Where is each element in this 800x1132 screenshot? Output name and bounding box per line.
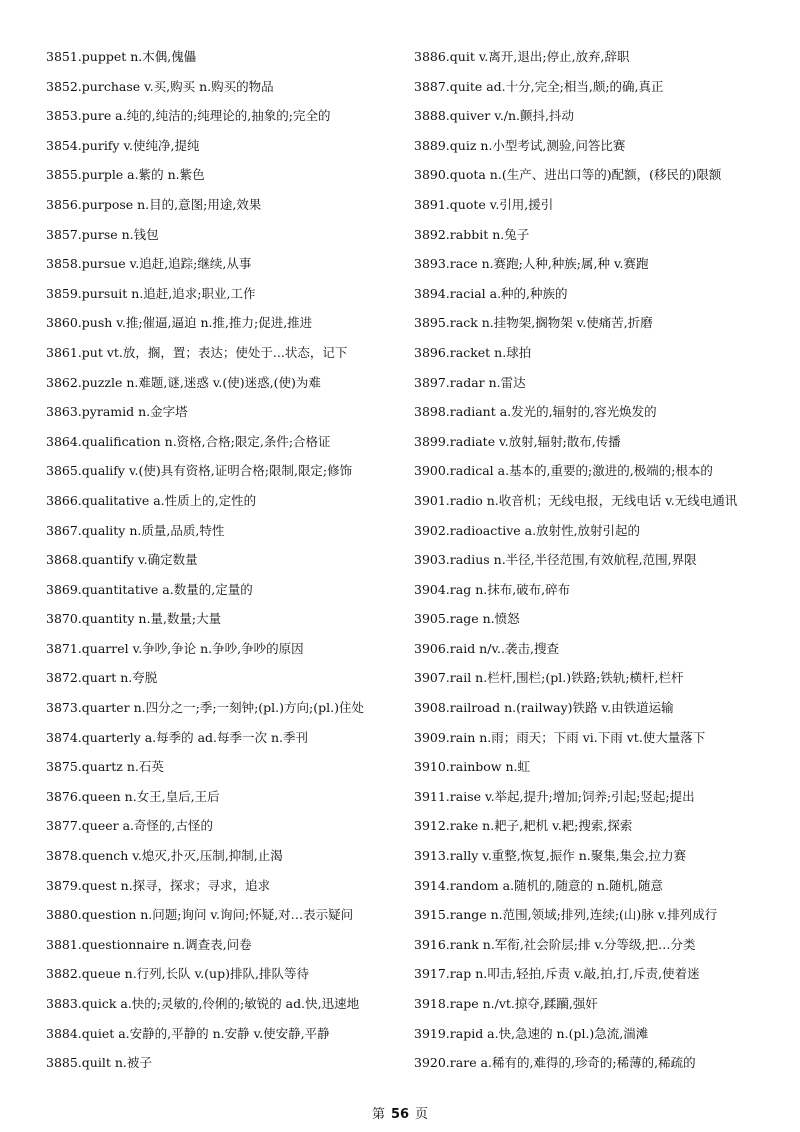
- vocab-entry: 3857.purse n.钱包: [46, 226, 159, 242]
- vocab-entry: 3890.quota n.(生产、进出口等的)配额，(移民的)限额: [414, 167, 722, 183]
- vocab-entry: 3871.quarrel v.争吵,争论 n.争吵,争吵的原因: [46, 640, 304, 656]
- vocab-entry: 3896.racket n.球拍: [414, 344, 532, 360]
- footer-suffix: 页: [415, 1107, 429, 1122]
- vocab-entry: 3905.rage n.愤怒: [414, 611, 520, 627]
- vocab-entry: 3916.rank n.军衔,社会阶层;排 v.分等级,把…分类: [414, 936, 696, 952]
- vocab-entry: 3859.pursuit n.追赶,追求;职业,工作: [46, 285, 256, 301]
- vocab-entry: 3877.queer a.奇怪的,古怪的: [46, 818, 213, 834]
- right-column: [414, 46, 764, 1082]
- vocab-entry: 3898.radiant a.发光的,辐射的,容光焕发的: [414, 404, 657, 420]
- vocab-entry: 3861.put vt.放，搁，置；表达；使处于...状态，记下: [46, 344, 348, 360]
- vocab-entry: 3856.purpose n.目的,意图;用途,效果: [46, 196, 262, 212]
- vocab-entry: 3889.quiz n.小型考试,测验,问答比赛: [414, 137, 626, 153]
- vocab-entry: 3893.race n.赛跑;人种,种族;属,种 v.赛跑: [414, 256, 649, 272]
- vocab-entry: 3855.purple a.紫的 n.紫色: [46, 167, 205, 183]
- vocab-entry: 3911.raise v.举起,提升;增加;饲养;引起;竖起;提出: [414, 788, 695, 804]
- vocab-entry: 3882.queue n.行列,长队 v.(up)排队,排队等待: [46, 966, 309, 982]
- vocab-entry: 3864.qualification n.资格,合格;限定,条件;合格证: [46, 433, 331, 449]
- vocab-entry: 3904.rag n.抹布,破布,碎布: [414, 581, 571, 597]
- vocab-entry: 3866.qualitative a.性质上的,定性的: [46, 492, 257, 508]
- vocab-entry: 3876.queen n.女王,皇后,王后: [46, 788, 220, 804]
- vocab-entry: 3851.puppet n.木偶,傀儡: [46, 49, 197, 64]
- vocab-entry: 3906.raid n/v..袭击,搜查: [414, 640, 559, 656]
- vocab-entry: 3894.racial a.种的,种族的: [414, 285, 568, 301]
- vocab-entry: 3909.rain n.雨；雨天；下雨 vi.下雨 vt.使大量落下: [414, 729, 706, 745]
- vocab-entry: 3918.rape n./vt.掠夺,蹂躏,强奸: [414, 996, 598, 1011]
- vocab-entry: 3868.quantify v.确定数量: [46, 552, 198, 568]
- vocab-entry: 3888.quiver v./n.颤抖,抖动: [414, 108, 575, 124]
- vocab-entry: 3902.radioactive a.放射性,放射引起的: [414, 522, 641, 538]
- vocab-entry: 3912.rake n.耙子,耙机 v.耙;搜索,探索: [414, 818, 633, 834]
- vocab-entry: 3872.quart n.夸脱: [46, 670, 158, 686]
- vocab-entry: 3873.quarter n.四分之一;季;一刻钟;(pl.)方向;(pl.)住处: [46, 700, 364, 716]
- vocab-entry: 3900.radical a.基本的,重要的;激进的,极端的;根本的: [414, 463, 713, 479]
- vocab-entry: 3881.questionnaire n.调查表,问卷: [46, 936, 252, 952]
- vocab-entry: 3891.quote v.引用,援引: [414, 196, 554, 212]
- vocab-entry: 3914.random a.随机的,随意的 n.随机,随意: [414, 877, 663, 893]
- vocab-entry: 3860.push v.推;催逼,逼迫 n.推,推力;促进,推进: [46, 315, 313, 331]
- vocab-entry: 3908.railroad n.(railway)铁路 v.由铁道运输: [414, 700, 674, 716]
- vocab-entry: 3895.rack n.挂物架,搁物架 v.使痛苦,折磨: [414, 315, 653, 331]
- vocab-entry: 3913.rally v.重整,恢复,振作 n.聚集,集会,拉力赛: [414, 848, 687, 864]
- vocab-entry: 3875.quartz n.石英: [46, 759, 164, 775]
- vocab-entry: 3863.pyramid n.金字塔: [46, 404, 188, 420]
- footer-prefix: 第: [371, 1107, 385, 1122]
- vocab-entry: 3892.rabbit n.兔子: [414, 226, 530, 242]
- vocab-entry: 3874.quarterly a.每季的 ad.每季一次 n.季刊: [46, 729, 309, 745]
- vocab-entry: 3887.quite ad.十分,完全;相当,颇;的确,真正: [414, 78, 664, 94]
- vocab-entry: 3886.quit v.离开,退出;停止,放弃,辞职: [414, 49, 630, 64]
- left-column: [46, 46, 396, 1082]
- vocab-entry: 3865.qualify v.(使)具有资格,证明合格;限制,限定;修饰: [46, 463, 353, 479]
- vocab-entry: 3862.puzzle n.难题,谜,迷惑 v.(使)迷惑,(使)为难: [46, 374, 321, 390]
- vocab-entry: 3901.radio n.收音机；无线电报，无线电话 v.无线电通讯: [414, 492, 738, 508]
- vocab-entry: 3880.question n.问题;询问 v.询问;怀疑,对…表示疑问: [46, 907, 354, 923]
- vocab-entry: 3869.quantitative a.数量的,定量的: [46, 581, 253, 597]
- vocab-entry: 3878.quench v.熄灭,扑灭,压制,抑制,止渴: [46, 848, 283, 864]
- page-footer: [0, 1103, 800, 1122]
- vocab-entry: 3852.purchase v.买,购买 n.购买的物品: [46, 78, 274, 94]
- vocab-entry: 3867.quality n.质量,品质,特性: [46, 522, 225, 538]
- vocab-entry: 3919.rapid a.快,急速的 n.(pl.)急流,湍滩: [414, 1025, 649, 1041]
- vocab-entry: 3883.quick a.快的;灵敏的,伶俐的;敏锐的 ad.快,迅速地: [46, 996, 360, 1011]
- vocab-entry: 3915.range n.范围,领域;排列,连续;(山)脉 v.排列成行: [414, 907, 718, 923]
- vocab-entry: 3907.rail n.栏杆,围栏;(pl.)铁路;铁轨;横杆,栏杆: [414, 670, 684, 686]
- vocab-entry: 3897.radar n.雷达: [414, 374, 526, 390]
- vocab-entry: 3917.rap n.叩击,轻拍,斥责 v.敲,拍,打,斥责,使着迷: [414, 966, 700, 982]
- page-number: 56: [390, 1107, 410, 1122]
- vocab-entry: 3853.pure a.纯的,纯洁的;纯理论的,抽象的;完全的: [46, 108, 331, 124]
- vocab-entry: 3858.pursue v.追赶,追踪;继续,从事: [46, 256, 252, 272]
- vocab-entry: 3854.purify v.使纯净,提纯: [46, 137, 200, 153]
- vocab-entry: 3884.quiet a.安静的,平静的 n.安静 v.使安静,平静: [46, 1025, 330, 1041]
- vocab-entry: 3903.radius n.半径,半径范围,有效航程,范围,界限: [414, 552, 697, 568]
- vocab-entry: 3885.quilt n.被子: [46, 1055, 152, 1071]
- vocab-entry: 3899.radiate v.放射,辐射;散布,传播: [414, 433, 621, 449]
- vocab-entry: 3910.rainbow n.虹: [414, 759, 530, 775]
- vocab-entry: 3920.rare a.稀有的,难得的,珍奇的;稀薄的,稀疏的: [414, 1055, 696, 1071]
- vocab-entry: 3870.quantity n.量,数量;大量: [46, 611, 222, 627]
- vocab-entry: 3879.quest n.探寻，探求；寻求，追求: [46, 877, 271, 893]
